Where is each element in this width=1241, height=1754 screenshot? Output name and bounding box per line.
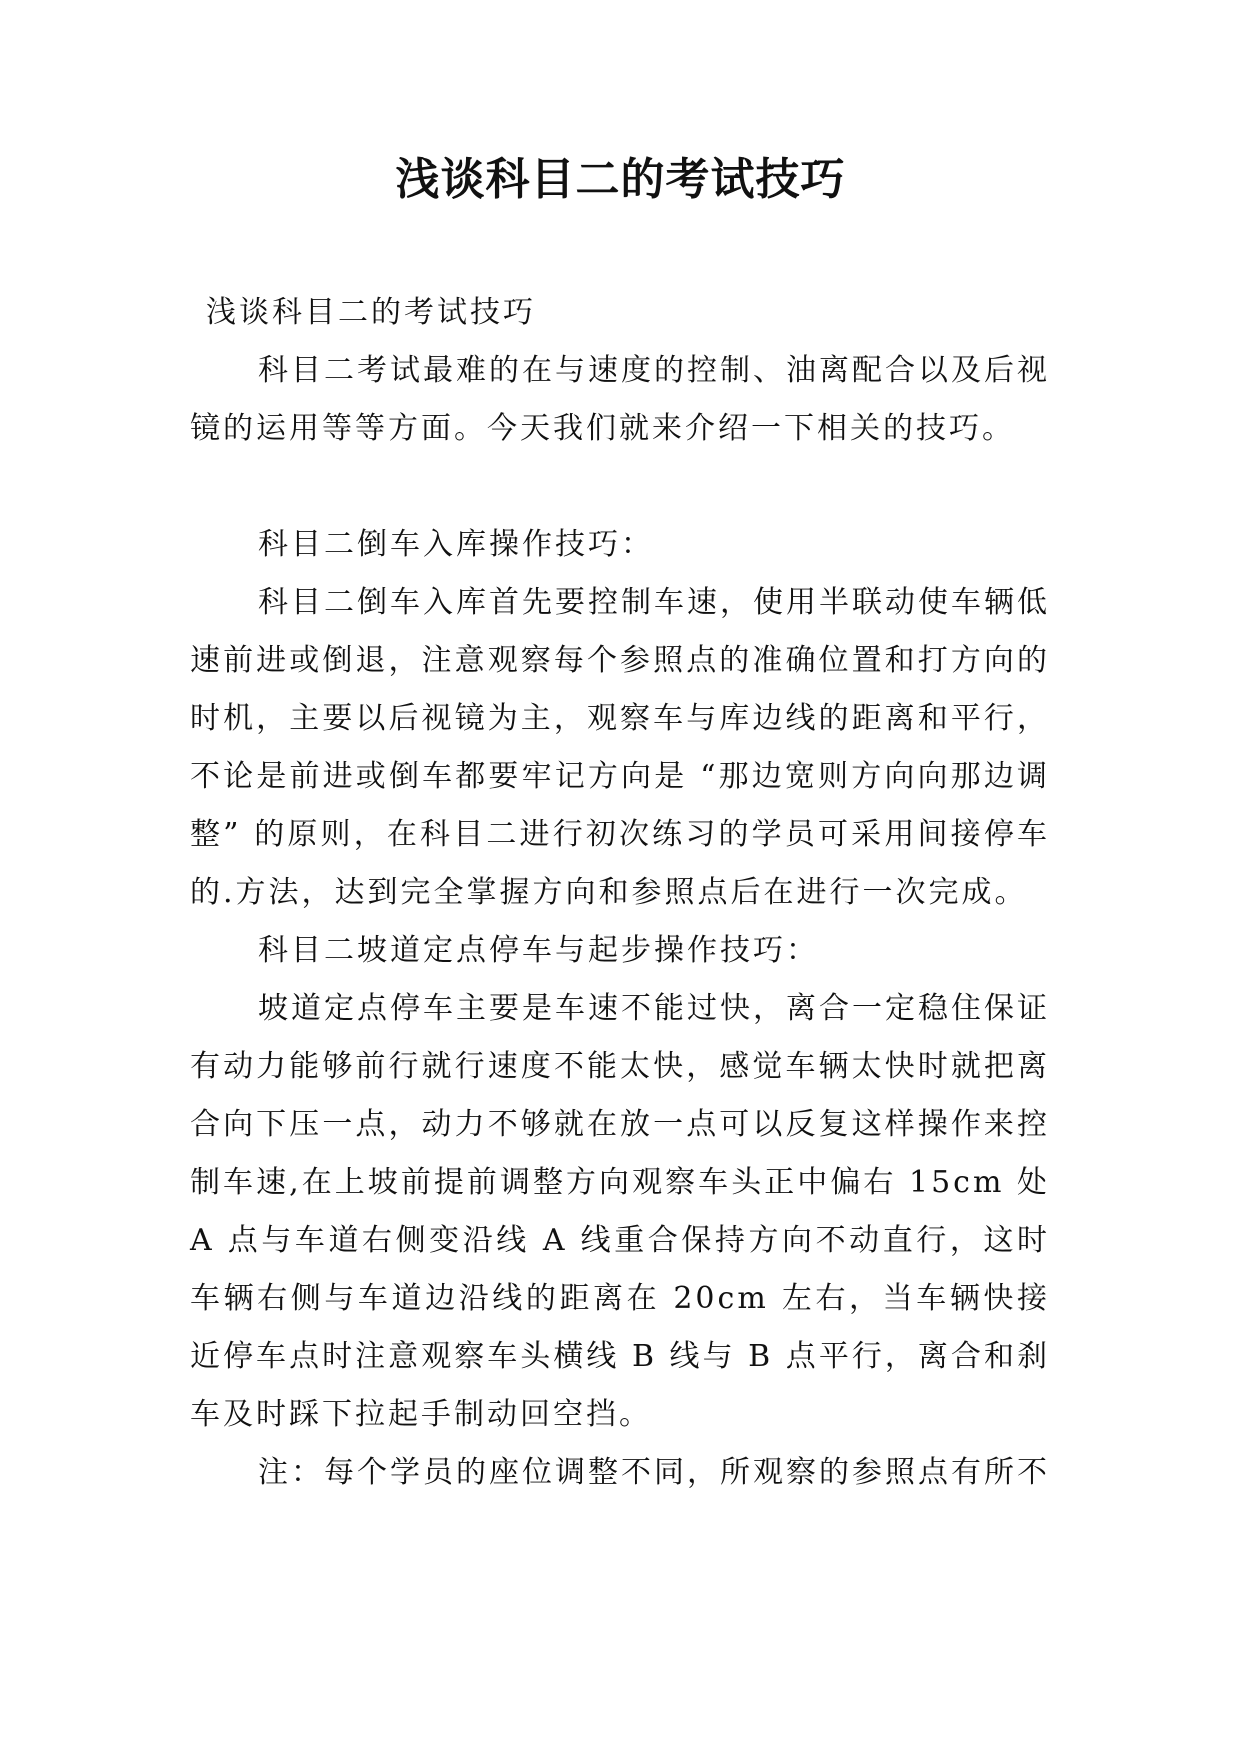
slope-stop-paragraph: 坡道定点停车主要是车速不能过快，离合一定稳住保证有动力能够前行就行速度不能太快，感觉车辆太快时就把离合向下压一点，动力不够就在放一点可以反复这样操作来控制车速,在上坡前提前调整方向观察车头正中偏右 15cm 处 A 点与车道右侧变沿线 A 线重合保持方向不动直行，这时车辆右侧与车道边沿线的距离在 20cm 左右，当车辆快接近停车点时注意观察车头横线 B 线与 B 点平行，离合和刹车及时踩下拉起手制动回空挡。 — [190, 991, 1050, 1432]
reverse-parking-paragraph: 科目二倒车入库首先要控制车速，使用半联动使车辆低速前进或倒退，注意观察每个参照点的准确位置和打方向的时机，主要以后视镜为主，观察车与库边线的距离和平行，不论是前进或倒车都要牢记方向是 “那边宽则方向向那边调整” 的原则，在科目二进行初次练习的学员可采用间接停车的.方法，达到完全掌握方向和参照点后在进行一次完成。 — [190, 585, 1050, 910]
paragraph-spacer — [190, 458, 1050, 516]
document-title: 浅谈科目二的考试技巧 — [395, 154, 846, 205]
subtitle-paragraph: 浅谈科目二的考试技巧 — [206, 295, 536, 330]
reverse-parking-heading: 科目二倒车入库操作技巧： — [258, 527, 654, 562]
document-body — [190, 284, 1050, 1502]
intro-paragraph: 科目二考试最难的在与速度的控制、油离配合以及后视镜的运用等等方面。今天我们就来介绍一下相关的技巧。 — [190, 353, 1050, 446]
slope-stop-heading: 科目二坡道定点停车与起步操作技巧： — [258, 933, 819, 968]
note-paragraph: 注：每个学员的座位调整不同，所观察的参照点有所不 — [258, 1455, 1050, 1490]
